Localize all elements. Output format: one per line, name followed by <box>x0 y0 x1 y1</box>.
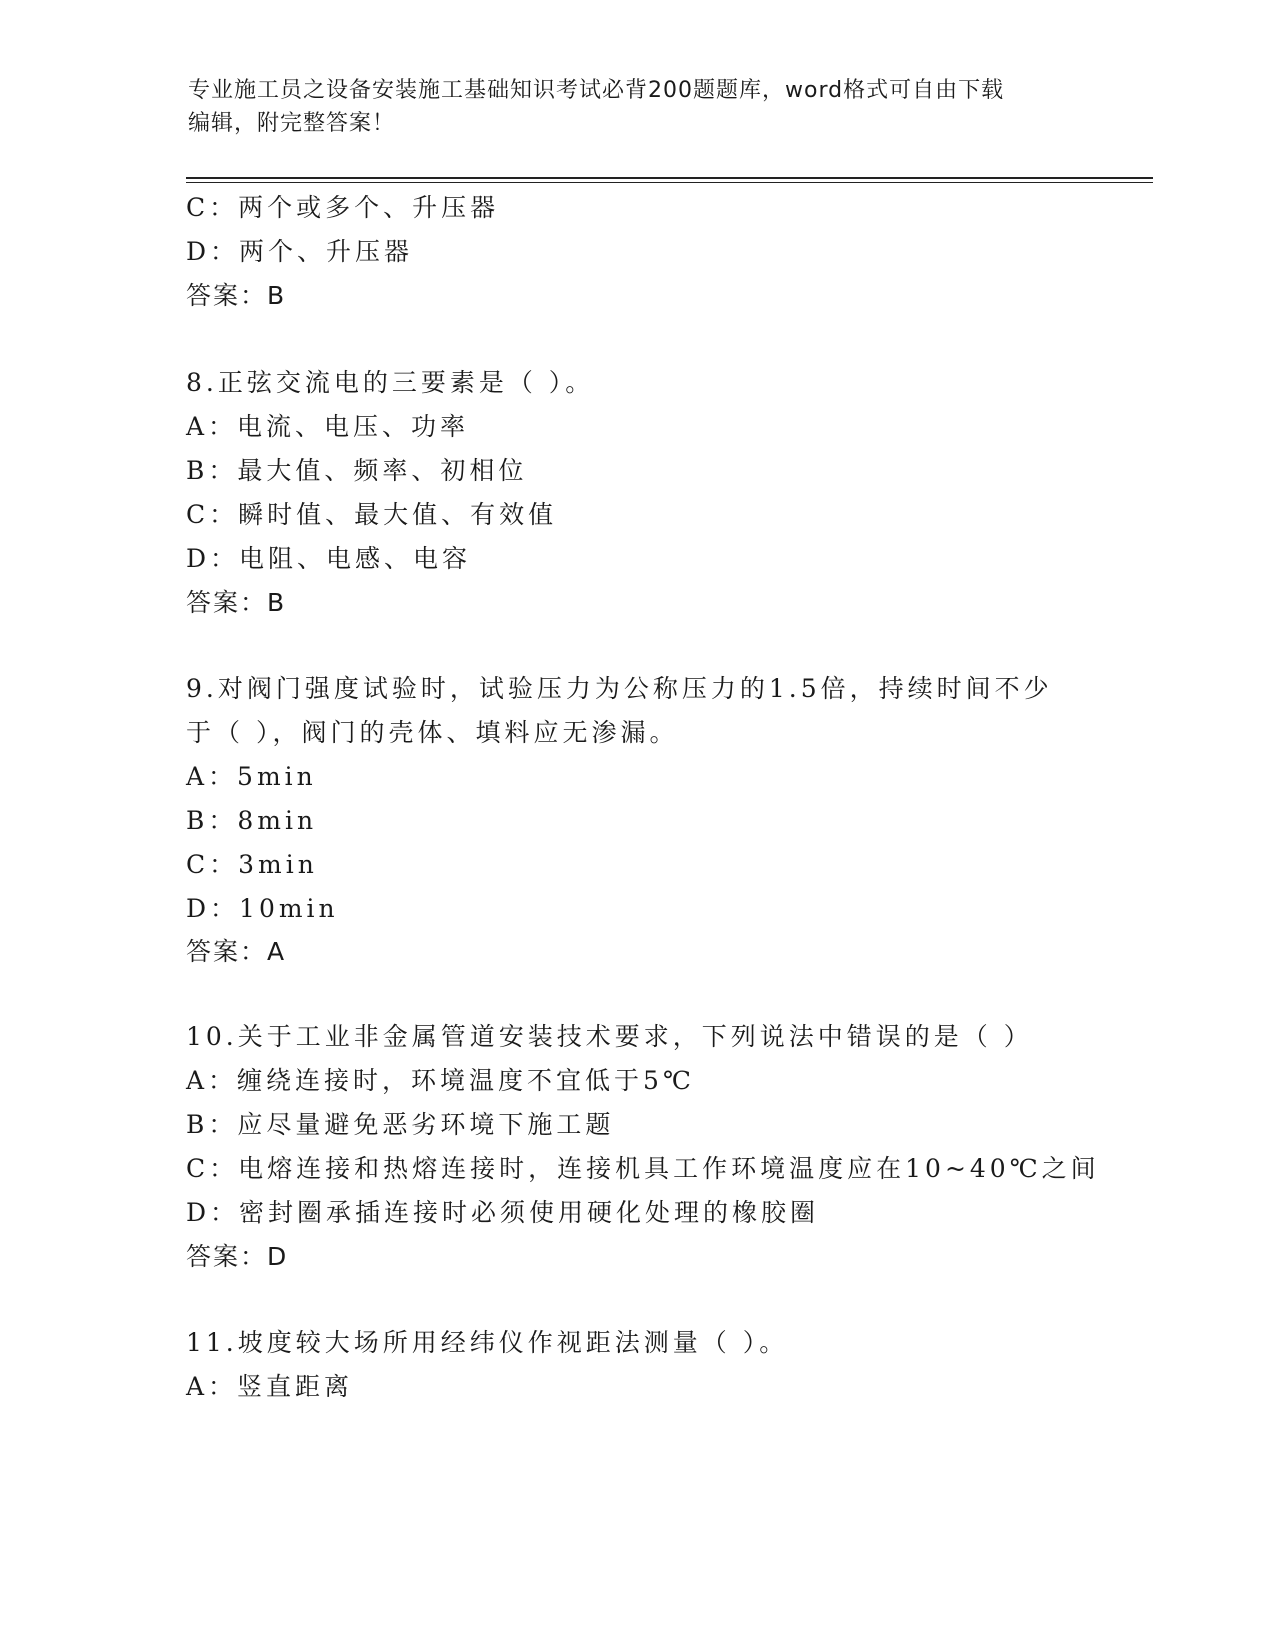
header-line-1: 专业施工员之设备安装施工基础知识考试必背200题题库，word格式可自由下载 <box>188 78 1005 103</box>
question-9-answer: 答案：A <box>186 937 287 966</box>
question-10-stem: 10.关于工业非金属管道安装技术要求，下列说法中错误的是（ ） <box>186 1022 1033 1051</box>
question-9-option-d: D：10min <box>186 894 339 923</box>
question-8-option-a: A：电流、电压、功率 <box>186 412 470 441</box>
option-d: D：两个、升压器 <box>186 237 414 266</box>
question-8-option-b: B：最大值、频率、初相位 <box>186 456 528 485</box>
question-10-option-b: B：应尽量避免恶劣环境下施工题 <box>186 1110 615 1139</box>
question-8-answer: 答案：B <box>186 588 287 617</box>
question-9-option-c: C：3min <box>186 850 318 879</box>
question-10-option-d: D：密封圈承插连接时必须使用硬化处理的橡胶圈 <box>186 1198 820 1227</box>
option-c: C：两个或多个、升压器 <box>186 193 500 222</box>
question-8-option-c: C：瞬时值、最大值、有效值 <box>186 500 558 529</box>
question-9-stem-line-1: 9.对阀门强度试验时，试验压力为公称压力的1.5倍，持续时间不少 <box>186 674 1053 703</box>
question-9-stem-line-2: 于（ ），阀门的壳体、填料应无渗漏。 <box>186 718 679 747</box>
question-9-option-a: A：5min <box>186 762 317 791</box>
question-10-option-a: A：缠绕连接时，环境温度不宜低于5℃ <box>186 1066 695 1095</box>
header-divider-thick <box>186 177 1153 179</box>
header-line-2: 编辑，附完整答案！ <box>188 111 396 136</box>
question-8-option-d: D：电阻、电感、电容 <box>186 544 472 573</box>
question-11-option-a: A：竖直距离 <box>186 1372 354 1401</box>
question-11-stem: 11.坡度较大场所用经纬仪作视距法测量（ ）。 <box>186 1328 789 1357</box>
question-9-option-b: B：8min <box>186 806 318 835</box>
answer-line: 答案：B <box>186 281 287 310</box>
header-divider-thin <box>186 182 1153 183</box>
question-8-stem: 8.正弦交流电的三要素是（ ）。 <box>186 368 595 397</box>
question-10-answer: 答案：D <box>186 1242 289 1271</box>
question-10-option-c: C：电熔连接和热熔连接时，连接机具工作环境温度应在10~40℃之间 <box>186 1154 1100 1183</box>
document-header <box>188 74 1088 140</box>
